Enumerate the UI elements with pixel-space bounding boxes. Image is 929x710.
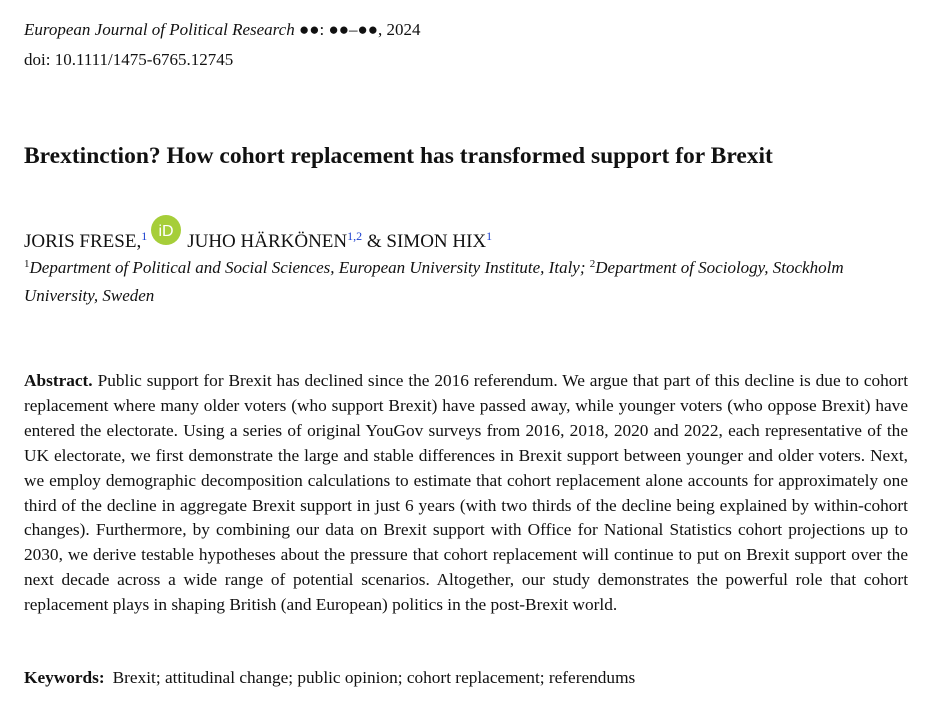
affiliation-text: Department of Political and Social Sciences, European University Institute, Italy; xyxy=(29,258,586,277)
affiliations xyxy=(24,254,894,310)
orcid-icon[interactable] xyxy=(151,215,181,245)
abstract-text: Public support for Brexit has declined since the 2016 referendum. We argue that part of this decline is due to cohort replacement where many older voters (who support Brexit) have passed away, while younger voters (who oppose Brexit) have entered the electorate. Using a series of original YouGov surveys from 2016, 2018, 2020 and 2022, each representative of the UK electorate, we first demonstrate the large and stable differences in Brexit support between younger and older voters. Next, we employ demographic decomposition calculations to estimate that cohort replacement alone accounts for approximately one third of the decline in aggregate Brexit support in just 6 years (with two thirds of the decline being explained by within-cohort changes). Furthermore, by combining our data on Brexit support with Office for National Statistics cohort projections up to 2030, we derive testable hypotheses about the pressure that cohort replacement will continue to put on Brexit support over the next decade across a wide range of potential scenarios. Altogether, our study demonstrates the powerful role that cohort replacement plays in shaping British (and European) politics in the post-Brexit world. xyxy=(24,371,908,615)
affiliation-number: 1 xyxy=(24,258,30,270)
affiliation-number: 2 xyxy=(589,258,596,270)
abstract xyxy=(24,369,908,618)
author-affiliation-ref[interactable]: 1 xyxy=(486,229,493,243)
author-affiliation-ref[interactable]: 1 xyxy=(141,229,148,243)
affiliation-text: Department of Sociology, Stockholm University, Sweden xyxy=(24,258,844,305)
author-list xyxy=(24,224,492,254)
author-affiliation-ref[interactable]: 1,2 xyxy=(347,229,363,243)
author-name: JORIS FRESE, xyxy=(24,231,142,252)
orcid-label: iD xyxy=(158,223,174,240)
author-name: SIMON HIX xyxy=(386,231,487,252)
author-name: JUHO HÄRKÖNEN xyxy=(187,231,348,252)
journal-name: European Journal of Political Research xyxy=(24,20,295,39)
keywords-text: Brexit; attitudinal change; public opinion; cohort replacement; referendums xyxy=(112,668,636,687)
keywords-label: Keywords: xyxy=(24,668,105,687)
doi[interactable]: doi: 10.1111/1475-6765.12745 xyxy=(24,50,234,69)
journal-citation xyxy=(24,20,421,40)
author-separator: & xyxy=(362,231,387,252)
abstract-label: Abstract. xyxy=(24,371,93,390)
paper-title: Brextinction? How cohort replacement has transformed support for Brexit xyxy=(24,143,773,169)
keywords xyxy=(24,666,635,690)
journal-issue: ●●: ●●–●●, 2024 xyxy=(294,20,421,39)
